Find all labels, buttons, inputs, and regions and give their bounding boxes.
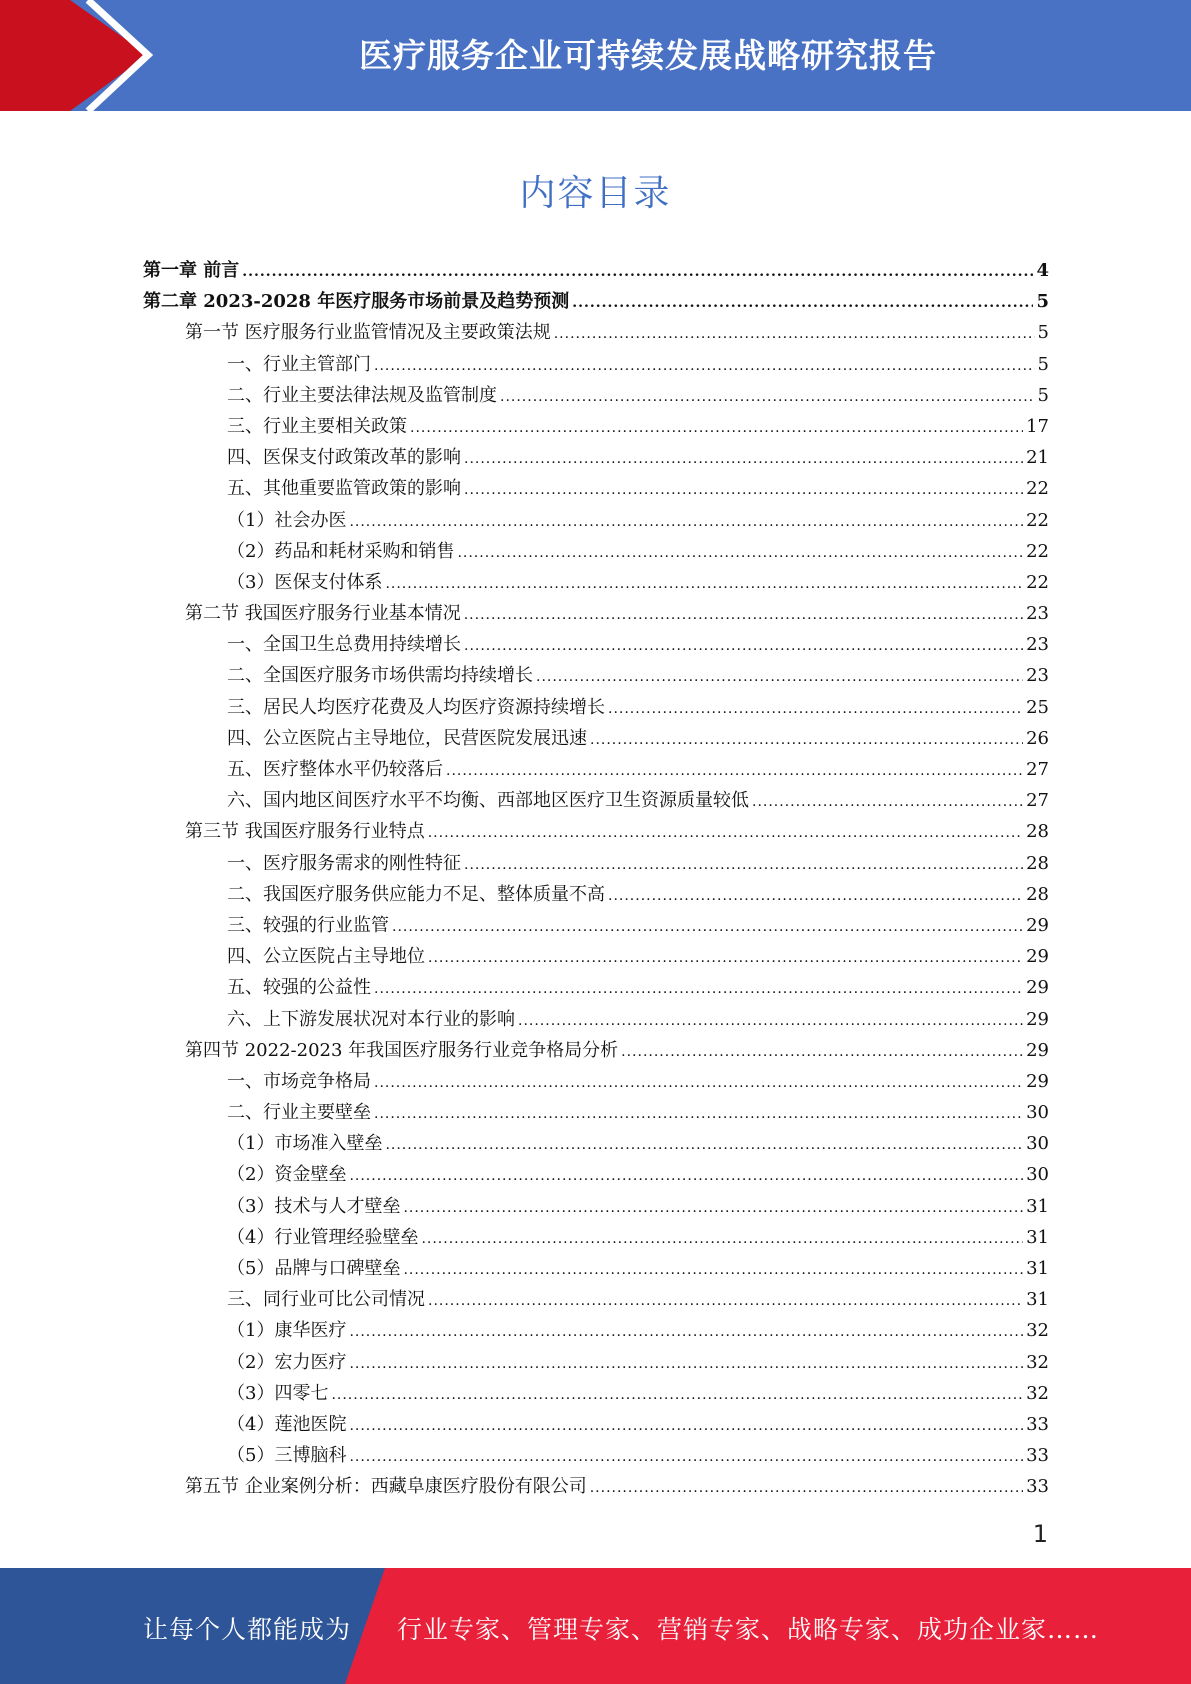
toc-entry-title: 第一章 前言	[143, 260, 240, 281]
toc-entry-title: （4）行业管理经验壁垒	[227, 1226, 419, 1248]
toc-subsection-entry[interactable]	[143, 755, 1049, 786]
toc-entry-title: 第五节 企业案例分析：西藏阜康医疗股份有限公司	[185, 1476, 587, 1498]
toc-entry-page: 5	[1037, 353, 1049, 375]
toc-subsection-entry[interactable]	[143, 1129, 1049, 1160]
toc-entry-title: 第三节 我国医疗服务行业特点	[185, 821, 425, 843]
toc-entry-title: 五、医疗整体水平仍较落后	[227, 759, 443, 780]
toc-dot-leader	[349, 1168, 1023, 1184]
toc-subsection-entry[interactable]	[143, 630, 1049, 661]
toc-entry-page: 30	[1026, 1102, 1049, 1124]
toc-dot-leader	[410, 420, 1023, 436]
toc-dot-leader	[590, 1480, 1023, 1496]
toc-subsection-entry[interactable]	[143, 568, 1049, 599]
toc-entry-page: 31	[1026, 1289, 1049, 1311]
report-title: 医疗服务企业可持续发展战略研究报告	[359, 36, 937, 75]
toc-dot-leader	[752, 794, 1023, 810]
toc-section-entry[interactable]	[143, 318, 1049, 349]
toc-entry-page: 33	[1026, 1445, 1049, 1467]
table-of-contents	[143, 256, 1049, 1504]
toc-entry-title: 六、上下游发展状况对本行业的影响	[227, 1008, 515, 1030]
toc-subsection-entry[interactable]	[143, 1410, 1049, 1441]
toc-entry-page: 5	[1037, 384, 1049, 406]
toc-entry-page: 17	[1026, 415, 1049, 437]
toc-entry-page: 29	[1026, 1039, 1049, 1061]
toc-entry-page: 29	[1026, 914, 1049, 936]
toc-subsection-entry[interactable]	[143, 1098, 1049, 1129]
footer-band	[0, 1568, 1191, 1684]
toc-dot-leader	[403, 1200, 1023, 1216]
toc-entry-title: 六、国内地区间医疗水平不均衡、西部地区医疗卫生资源质量较低	[227, 790, 749, 812]
toc-subsection-entry[interactable]	[143, 693, 1049, 724]
toc-entry-page: 27	[1026, 790, 1049, 812]
toc-subsection-entry[interactable]	[143, 1254, 1049, 1285]
toc-dot-leader	[500, 389, 1035, 405]
toc-entry-title: （3）医保支付体系	[227, 571, 383, 593]
toc-dot-leader	[403, 1262, 1023, 1278]
toc-dot-leader	[349, 1324, 1023, 1340]
toc-entry-title: （3）四零七	[227, 1382, 329, 1404]
toc-dot-leader	[331, 1387, 1023, 1403]
toc-subsection-entry[interactable]	[143, 1005, 1049, 1036]
toc-entry-page: 21	[1026, 447, 1049, 469]
toc-entry-page: 22	[1026, 540, 1049, 562]
toc-dot-leader	[392, 919, 1023, 935]
toc-dot-leader	[464, 607, 1023, 623]
toc-entry-page: 26	[1026, 727, 1049, 749]
toc-subsection-entry[interactable]	[143, 412, 1049, 443]
toc-entry-page: 5	[1036, 291, 1049, 313]
toc-dot-leader	[464, 857, 1023, 873]
toc-dot-leader	[428, 950, 1023, 966]
toc-subsection-entry[interactable]	[143, 506, 1049, 537]
toc-entry-title: 四、医保支付政策改革的影响	[227, 447, 461, 469]
toc-dot-leader	[464, 638, 1023, 654]
toc-subsection-entry[interactable]	[143, 537, 1049, 568]
toc-subsection-entry[interactable]	[143, 661, 1049, 692]
toc-entry-title: 二、全国医疗服务市场供需均持续增长	[227, 665, 533, 687]
toc-entry-page: 28	[1026, 852, 1049, 874]
toc-entry-title: 四、公立医院占主导地位	[227, 946, 425, 968]
toc-dot-leader	[608, 701, 1023, 717]
toc-dot-leader	[428, 1293, 1023, 1309]
toc-entry-title: （2）药品和耗材采购和销售	[227, 540, 455, 562]
report-header-band	[0, 0, 1191, 111]
toc-dot-leader	[385, 1137, 1023, 1153]
toc-entry-title: 二、行业主要壁垒	[227, 1102, 371, 1124]
toc-chapter-entry[interactable]	[143, 287, 1049, 318]
toc-entry-title: （1）康华医疗	[227, 1320, 347, 1342]
toc-entry-page: 31	[1026, 1226, 1049, 1248]
toc-entry-title: 三、居民人均医疗花费及人均医疗资源持续增长	[227, 696, 605, 718]
toc-dot-leader	[421, 1231, 1023, 1247]
toc-entry-page: 32	[1026, 1351, 1049, 1373]
toc-entry-page: 22	[1026, 571, 1049, 593]
toc-entry-title: （3）技术与人才壁垒	[227, 1195, 401, 1217]
toc-entry-title: （4）莲池医院	[227, 1413, 347, 1435]
toc-subsection-entry[interactable]	[143, 849, 1049, 880]
toc-entry-title: 第二章 2023-2028 年医疗服务市场前景及趋势预测	[143, 291, 570, 313]
toc-entry-page: 30	[1026, 1164, 1049, 1186]
toc-entry-page: 28	[1026, 821, 1049, 843]
toc-entry-title: （2）宏力医疗	[227, 1351, 347, 1373]
toc-entry-page: 5	[1037, 322, 1049, 344]
toc-entry-title: 五、较强的公益性	[227, 977, 371, 999]
toc-subsection-entry[interactable]	[143, 381, 1049, 412]
toc-subsection-entry[interactable]	[143, 1285, 1049, 1316]
toc-entry-page: 32	[1026, 1382, 1049, 1404]
toc-entry-title: （2）资金壁垒	[227, 1164, 347, 1186]
toc-chapter-entry[interactable]	[143, 256, 1049, 287]
toc-entry-page: 25	[1026, 696, 1049, 718]
toc-entry-title: 三、行业主要相关政策	[227, 415, 407, 437]
footer-slogan-right: 行业专家、管理专家、营销专家、战略专家、成功企业家……	[397, 1615, 1100, 1644]
toc-dot-leader	[374, 1075, 1023, 1091]
toc-dot-leader	[464, 482, 1023, 498]
toc-dot-leader	[608, 888, 1023, 904]
toc-entry-title: 第二节 我国医疗服务行业基本情况	[185, 603, 461, 625]
toc-dot-leader	[428, 825, 1023, 841]
toc-entry-page: 29	[1026, 977, 1049, 999]
toc-entry-page: 30	[1026, 1133, 1049, 1155]
toc-subsection-entry[interactable]	[143, 724, 1049, 755]
toc-subsection-entry[interactable]	[143, 1067, 1049, 1098]
toc-subsection-entry[interactable]	[143, 911, 1049, 942]
toc-dot-leader	[349, 514, 1023, 530]
toc-entry-page: 33	[1026, 1476, 1049, 1498]
toc-section-entry[interactable]	[143, 599, 1049, 630]
toc-subsection-entry[interactable]	[143, 474, 1049, 505]
toc-subsection-entry[interactable]	[143, 1160, 1049, 1191]
toc-dot-leader	[385, 576, 1023, 592]
toc-subsection-entry[interactable]	[143, 973, 1049, 1004]
toc-heading: 内容目录	[519, 173, 672, 214]
toc-entry-title: 二、我国医疗服务供应能力不足、整体质量不高	[227, 883, 605, 905]
toc-entry-page: 23	[1026, 665, 1049, 687]
toc-entry-title: （1）市场准入壁垒	[227, 1133, 383, 1155]
toc-subsection-entry[interactable]	[143, 1348, 1049, 1379]
toc-dot-leader	[621, 1044, 1023, 1060]
toc-section-entry[interactable]	[143, 1036, 1049, 1067]
toc-entry-title: 一、行业主管部门	[227, 353, 371, 375]
toc-entry-title: 五、其他重要监管政策的影响	[227, 478, 461, 500]
toc-dot-leader	[374, 358, 1035, 374]
toc-entry-page: 23	[1026, 603, 1049, 625]
footer-slogan-left: 让每个人都能成为	[143, 1615, 352, 1644]
toc-subsection-entry[interactable]	[143, 443, 1049, 474]
toc-entry-page: 4	[1036, 260, 1049, 281]
toc-dot-leader	[554, 326, 1035, 342]
toc-entry-page: 29	[1026, 946, 1049, 968]
toc-subsection-entry[interactable]	[143, 1379, 1049, 1410]
toc-entry-page: 29	[1026, 1008, 1049, 1030]
toc-dot-leader	[572, 295, 1033, 311]
toc-section-entry[interactable]	[143, 817, 1049, 848]
toc-entry-page: 23	[1026, 634, 1049, 656]
toc-subsection-entry[interactable]	[143, 1316, 1049, 1347]
toc-entry-page: 28	[1026, 883, 1049, 905]
page-number: 1	[1032, 1520, 1048, 1548]
toc-entry-title: 三、较强的行业监管	[227, 914, 389, 936]
toc-entry-title: 第四节 2022-2023 年我国医疗服务行业竞争格局分析	[185, 1039, 619, 1061]
toc-entry-page: 27	[1026, 759, 1049, 780]
toc-entry-title: 第一节 医疗服务行业监管情况及主要政策法规	[185, 322, 551, 344]
toc-entry-title: （5）三博脑科	[227, 1445, 347, 1467]
toc-section-entry[interactable]	[143, 1472, 1049, 1503]
toc-subsection-entry[interactable]	[143, 350, 1049, 381]
toc-dot-leader	[446, 763, 1023, 779]
toc-dot-leader	[349, 1449, 1023, 1465]
toc-entry-title: 一、医疗服务需求的刚性特征	[227, 852, 461, 874]
toc-entry-page: 31	[1026, 1195, 1049, 1217]
toc-entry-title: 二、行业主要法律法规及监管制度	[227, 384, 497, 406]
toc-entry-title: 一、市场竞争格局	[227, 1070, 371, 1092]
toc-dot-leader	[464, 451, 1023, 467]
toc-dot-leader	[590, 732, 1023, 748]
toc-dot-leader	[518, 1013, 1023, 1029]
toc-entry-title: （1）社会办医	[227, 509, 347, 531]
toc-entry-title: 四、公立医院占主导地位，民营医院发展迅速	[227, 727, 587, 749]
toc-dot-leader	[349, 1356, 1023, 1372]
toc-dot-leader	[242, 264, 1033, 280]
toc-subsection-entry[interactable]	[143, 1223, 1049, 1254]
toc-subsection-entry[interactable]	[143, 942, 1049, 973]
toc-dot-leader	[536, 669, 1023, 685]
toc-entry-page: 22	[1026, 478, 1049, 500]
toc-dot-leader	[374, 981, 1023, 997]
toc-entry-title: （5）品牌与口碑壁垒	[227, 1258, 401, 1279]
toc-entry-page: 22	[1026, 509, 1049, 531]
toc-entry-title: 一、全国卫生总费用持续增长	[227, 634, 461, 656]
toc-subsection-entry[interactable]	[143, 786, 1049, 817]
toc-subsection-entry[interactable]	[143, 880, 1049, 911]
toc-subsection-entry[interactable]	[143, 1441, 1049, 1472]
toc-dot-leader	[457, 545, 1023, 561]
toc-entry-page: 29	[1026, 1070, 1049, 1092]
toc-entry-page: 33	[1026, 1413, 1049, 1435]
toc-entry-page: 32	[1026, 1320, 1049, 1342]
toc-entry-title: 三、同行业可比公司情况	[227, 1289, 425, 1311]
toc-dot-leader	[349, 1418, 1023, 1434]
toc-entry-page: 31	[1026, 1258, 1049, 1279]
toc-dot-leader	[374, 1106, 1023, 1122]
toc-subsection-entry[interactable]	[143, 1192, 1049, 1223]
